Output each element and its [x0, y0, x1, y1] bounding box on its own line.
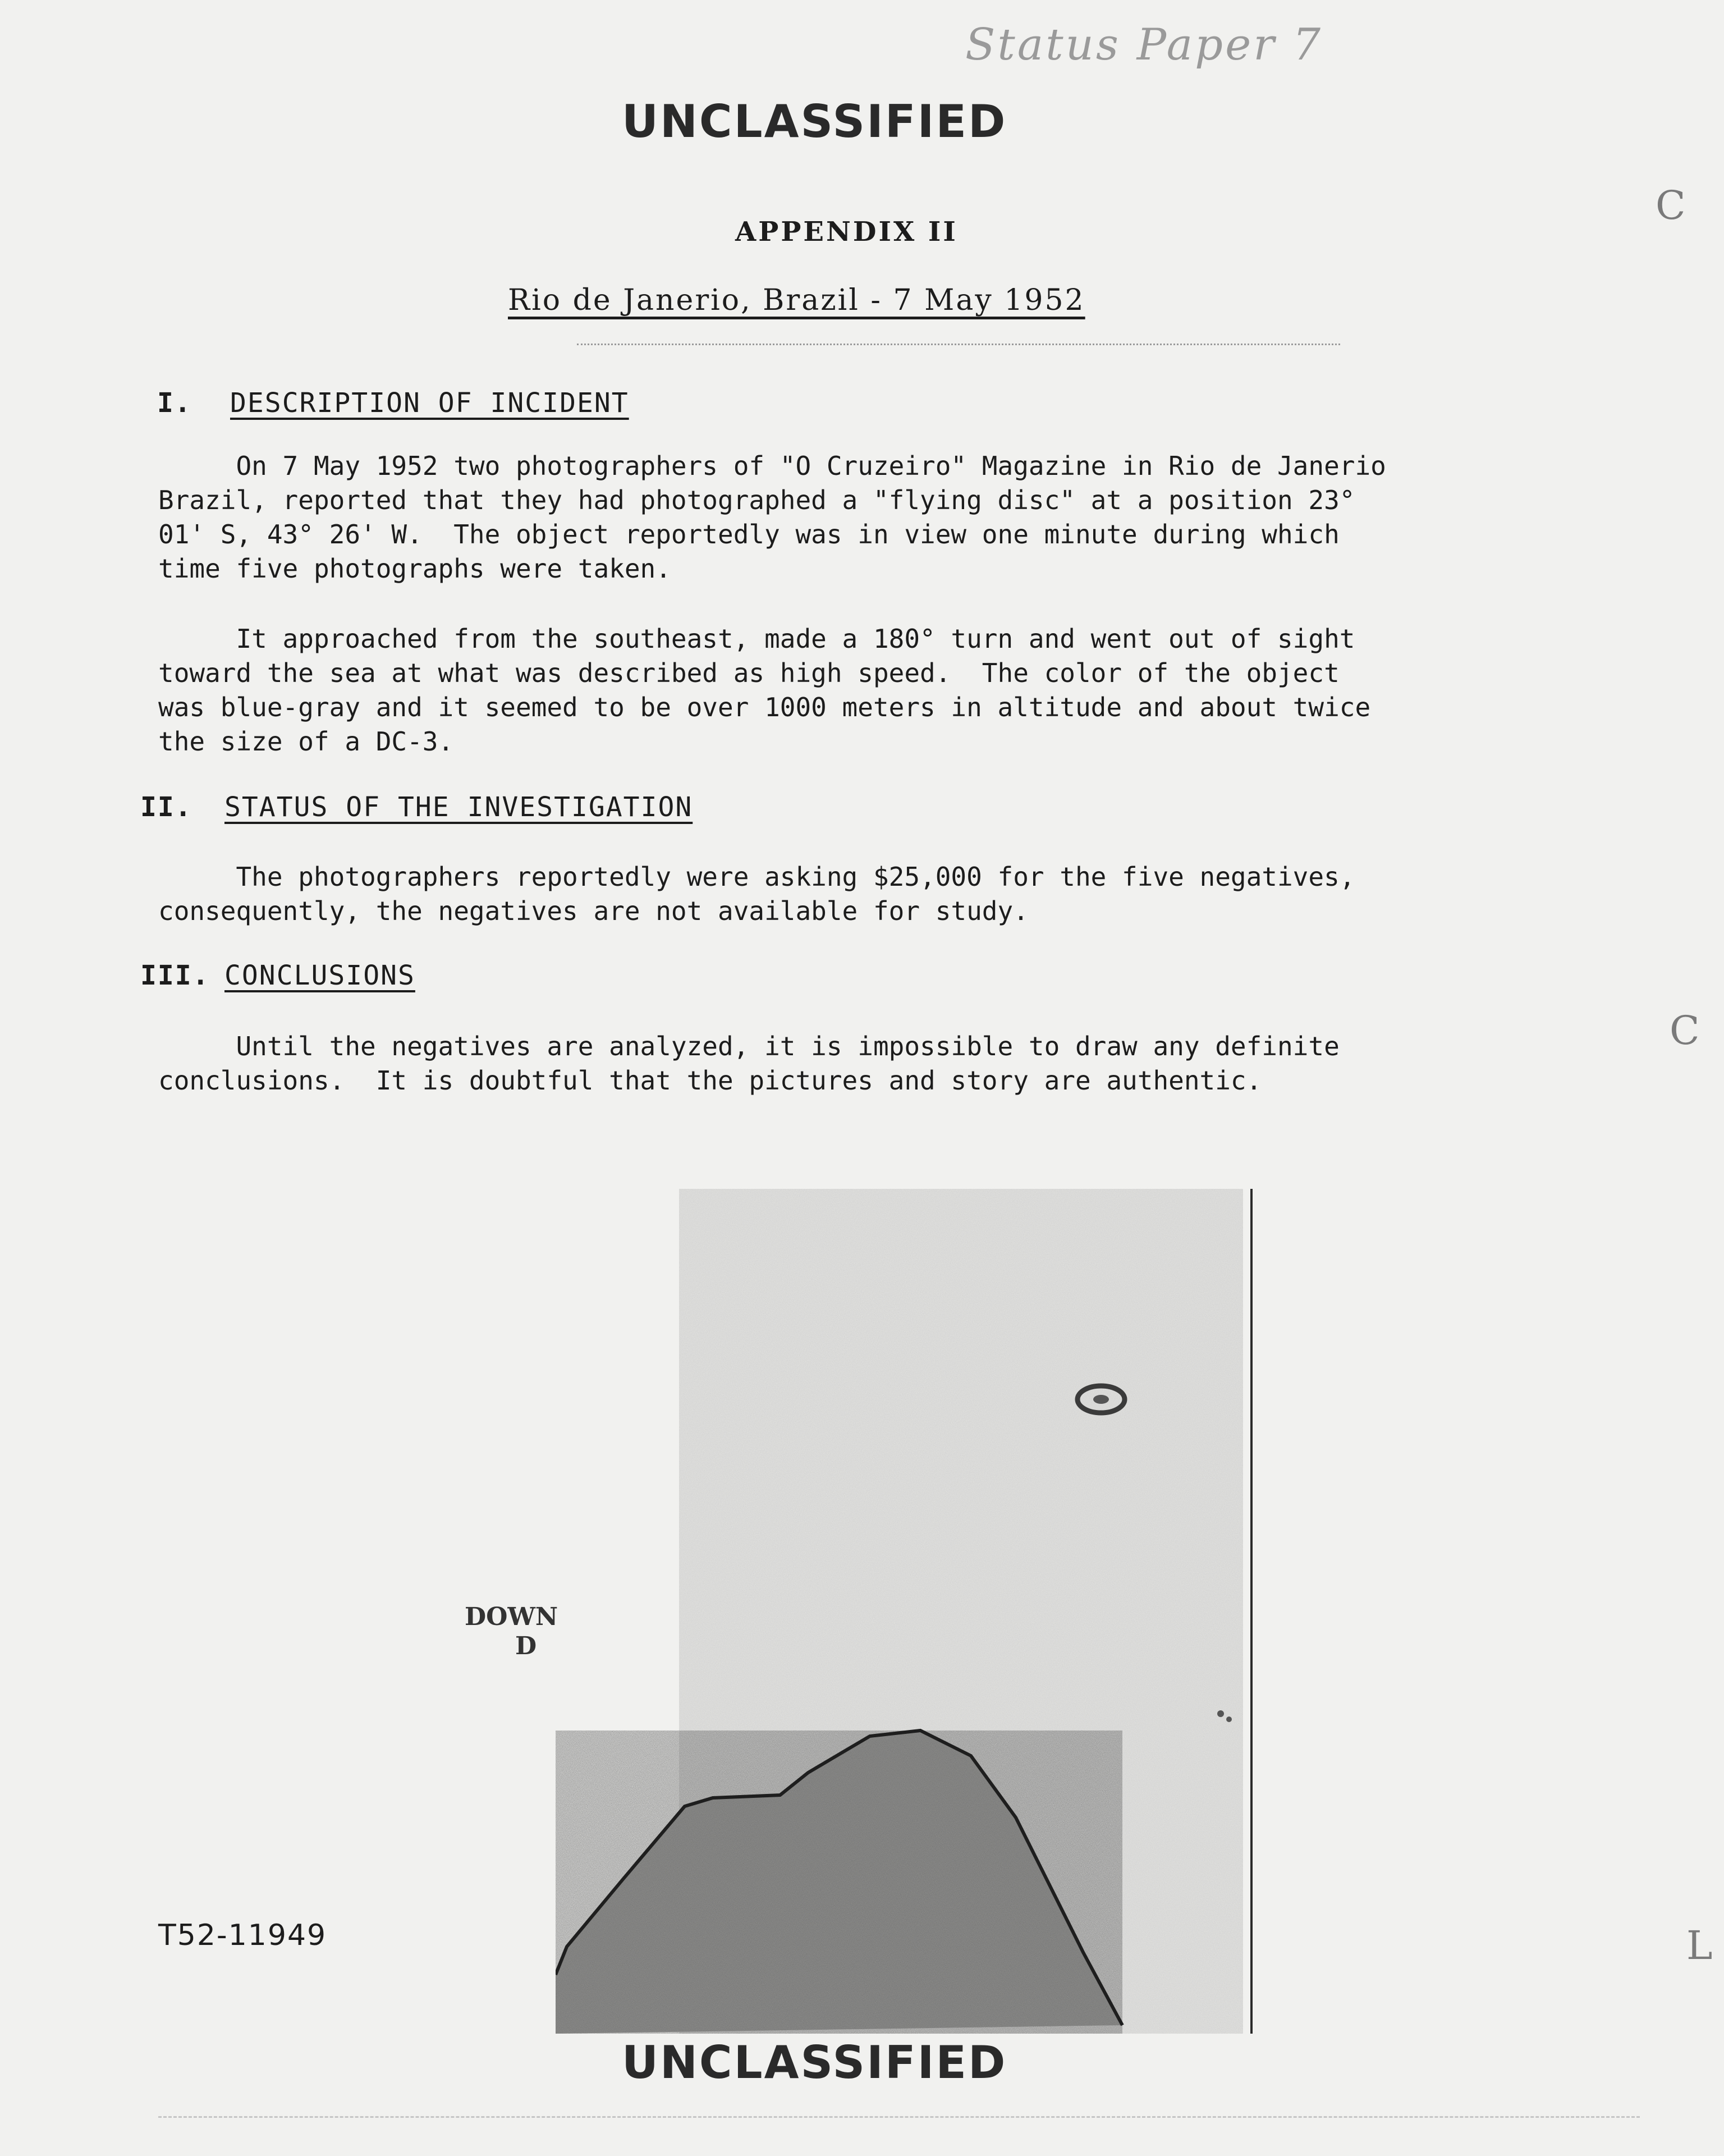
- document-number: T52-11949: [158, 1919, 327, 1952]
- section-1-paragraph-1: On 7 May 1952 two photographers of "O Cruzeiro" Magazine in Rio de Janerio Brazil, reported that they had photographed a "flying disc" at a position 23° 01' S, 43° 26' W. The object reportedly was in view one minute during which time five photographs were taken.: [158, 451, 1386, 584]
- downgrade-stamp-line-2: D: [515, 1632, 537, 1660]
- section-3-heading: [140, 960, 415, 991]
- section-number: III.: [140, 960, 210, 991]
- section-title: DESCRIPTION OF INCIDENT: [230, 387, 629, 419]
- ufo-photograph: [556, 1189, 1254, 2034]
- appendix-heading: APPENDIX II: [735, 216, 958, 248]
- classification-stamp-top: UNCLASSIFIED: [622, 95, 1007, 148]
- document-subtitle: Rio de Janerio, Brazil - 7 May 1952: [508, 283, 1085, 317]
- margin-mark-3: L: [1686, 1922, 1713, 1969]
- section-1-paragraph-2: It approached from the southeast, made a 180° turn and went out of sight toward the sea at what was described as high speed. The color of the object was blue-gray and it seemed to be over 1000 meters in altitude and about twice the size of a DC-3.: [158, 624, 1371, 757]
- section-title: STATUS OF THE INVESTIGATION: [224, 791, 693, 823]
- divider: [577, 344, 1340, 347]
- section-2-heading: [140, 791, 693, 823]
- downgrade-stamp: [465, 1603, 558, 1661]
- photo-speck: [1226, 1716, 1232, 1722]
- classification-stamp-bottom: UNCLASSIFIED: [622, 2036, 1007, 2089]
- section-2-paragraph-1: The photographers reportedly were asking $25,000 for the five negatives, consequently, the negatives are not available for study.: [158, 862, 1355, 926]
- photo-speck: [1217, 1710, 1224, 1717]
- flying-disc-center: [1093, 1395, 1109, 1404]
- margin-mark-2: C: [1670, 1008, 1700, 1054]
- bottom-edge-line: [158, 2116, 1640, 2120]
- section-3-paragraph-1: Until the negatives are analyzed, it is impossible to draw any definite conclusions. It is doubtful that the pictures and story are authentic.: [158, 1031, 1340, 1096]
- section-1-heading: [157, 387, 629, 419]
- section-number: II.: [140, 791, 192, 823]
- handwritten-note: Status Paper 7: [965, 20, 1323, 70]
- section-number: I.: [157, 387, 192, 419]
- section-title: CONCLUSIONS: [224, 960, 415, 991]
- downgrade-stamp-line-1: DOWN: [465, 1603, 558, 1631]
- margin-mark-1: C: [1656, 182, 1686, 228]
